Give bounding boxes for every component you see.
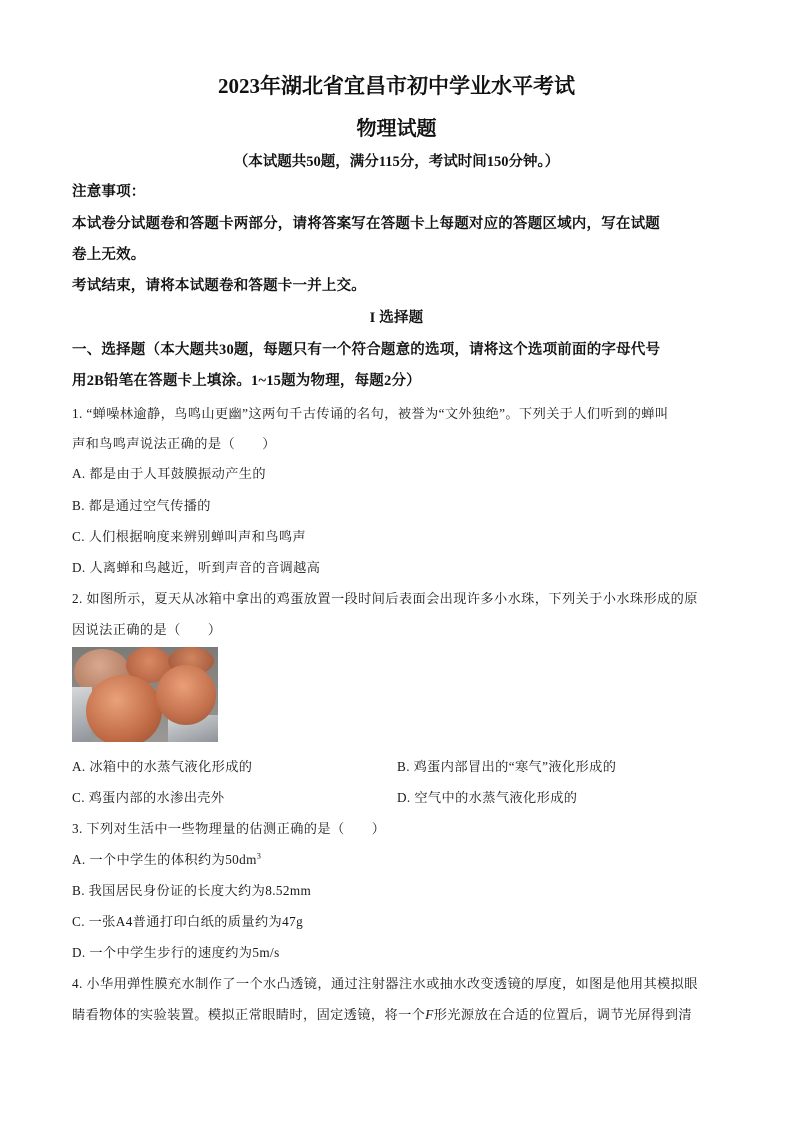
q2-option-c: C. 鸡蛋内部的水渗出壳外 bbox=[72, 790, 225, 805]
notice-heading: 注意事项： bbox=[72, 184, 146, 200]
notice-line-1: 本试卷分试题卷和答题卡两部分，请将答案写在答题卡上每题对应的答题区域内，写在试题 bbox=[72, 216, 660, 232]
q4-variable-f: F bbox=[425, 1007, 434, 1022]
q2-stem-line-2: 因说法正确的是（ ） bbox=[72, 622, 222, 637]
q4-stem-line-1: 4. 小华用弹性膜充水制作了一个水凸透镜，通过注射器注水或抽水改变透镜的厚度，如图是他用其模拟眼 bbox=[72, 976, 698, 991]
q1-stem-line-1: 1. “蝉噪林逾静，鸟鸣山更幽”这两句千古传诵的名句，被誉为“文外独绝”。下列关于人们听到的蝉叫 bbox=[72, 406, 669, 421]
eggs-in-carton-photo bbox=[72, 647, 218, 742]
q3-option-b: B. 我国居民身份证的长度大约为8.52mm bbox=[72, 883, 312, 898]
q1-stem-line-2: 声和鸟鸣声说法正确的是（ ） bbox=[72, 436, 276, 451]
q3-option-a-superscript: 3 bbox=[256, 851, 262, 861]
notice-line-3: 考试结束，请将本试题卷和答题卡一并上交。 bbox=[72, 278, 366, 294]
q1-option-b: B. 都是通过空气传播的 bbox=[72, 498, 211, 513]
q4-stem-line-2-post: 形光源放在合适的位置后，调节光屏得到清 bbox=[433, 1007, 692, 1022]
subject-title: 物理试题 bbox=[356, 118, 437, 140]
q4-stem-line-2-pre: 睛看物体的实验装置。模拟正常眼睛时，固定透镜，将一个 bbox=[72, 1007, 426, 1022]
section-heading-line-1: 一、选择题（本大题共30题，每题只有一个符合题意的选项，请将这个选项前面的字母代号 bbox=[72, 342, 661, 358]
section-heading-line-2: 用2B铅笔在答题卡上填涂。1~15题为物理，每题2分） bbox=[72, 373, 421, 389]
q4-stem-line-2 bbox=[72, 1004, 692, 1023]
q2-stem-line-1: 2. 如图所示，夏天从冰箱中拿出的鸡蛋放置一段时间后表面会出现许多小水珠，下列关于小水珠形成的原 bbox=[72, 591, 698, 606]
q2-option-d: D. 空气中的水蒸气液化形成的 bbox=[397, 790, 578, 805]
q3-stem: 3. 下列对生活中一些物理量的估测正确的是（ ） bbox=[72, 821, 386, 836]
q3-option-a bbox=[72, 849, 261, 868]
exam-info: （本试题共50题，满分115分，考试时间150分钟。） bbox=[233, 154, 560, 170]
q3-option-d: D. 一个中学生步行的速度约为5m/s bbox=[72, 945, 280, 960]
q1-option-c: C. 人们根据响度来辨别蝉叫声和鸟鸣声 bbox=[72, 529, 306, 544]
q1-option-d: D. 人离蝉和鸟越近，听到声音的音调越高 bbox=[72, 560, 321, 575]
q2-option-a: A. 冰箱中的水蒸气液化形成的 bbox=[72, 759, 253, 774]
q1-option-a: A. 都是由于人耳鼓膜振动产生的 bbox=[72, 466, 266, 481]
q3-option-c: C. 一张A4普通打印白纸的质量约为47g bbox=[72, 914, 304, 929]
q2-option-b: B. 鸡蛋内部冒出的“寒气”液化形成的 bbox=[397, 759, 617, 774]
part-title: I 选择题 bbox=[369, 310, 424, 326]
exam-title: 2023年湖北省宜昌市初中学业水平考试 bbox=[218, 74, 575, 98]
notice-line-2: 卷上无效。 bbox=[72, 247, 146, 263]
q3-option-a-text: A. 一个中学生的体积约为50dm bbox=[72, 852, 257, 867]
